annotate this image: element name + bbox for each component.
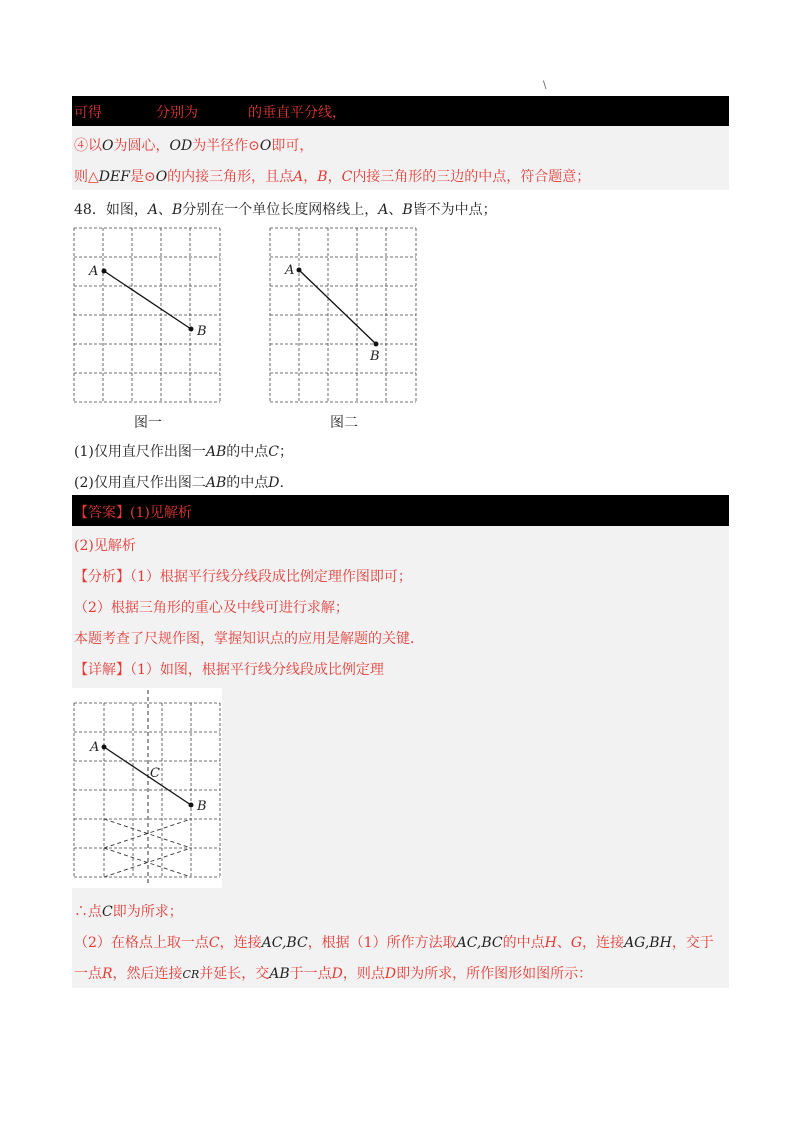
text: 内接三角形的三边的中点，符合题意； (352, 169, 591, 185)
label-B: B (197, 324, 207, 339)
label-B: B (370, 349, 380, 364)
text: 则△ (74, 169, 99, 185)
math-B: B (402, 202, 413, 218)
text: ； (278, 444, 293, 460)
math-C: C (102, 904, 113, 920)
text: 于一点 (289, 966, 332, 982)
text: (2)仅用直尺作出图二 (74, 475, 206, 491)
text: ，则点 (342, 966, 385, 982)
math-D: D (268, 475, 280, 491)
figure-2-caption: 图二 (330, 415, 358, 431)
answer-bar (72, 495, 729, 526)
point-A (102, 269, 107, 274)
text: 即为所求，所作图形如图所示： (396, 966, 593, 982)
point-B (189, 803, 194, 808)
math-C: C (208, 935, 220, 951)
math-ACBC: AC,BC (261, 935, 308, 951)
text: 、 (556, 935, 571, 951)
step4-line-1 (74, 135, 313, 155)
math-O: O (102, 138, 114, 154)
text: 的内接三角形，且点 (167, 169, 294, 185)
text: ∴点 (74, 904, 102, 920)
part2-line-2 (74, 963, 592, 983)
detail-1: 【详解】（1）如图，根据平行线分线段成比例定理 (74, 662, 384, 678)
label-C: C (150, 766, 160, 781)
math-H: H (544, 935, 557, 951)
answer-line-2: (2)见解析 (74, 538, 136, 554)
problem-statement (74, 199, 497, 219)
text: 皆不为中点； (412, 202, 497, 218)
text: ， (303, 169, 318, 185)
math-AB: AB (205, 444, 227, 460)
math-AB: AB (205, 475, 227, 491)
math-A: A (147, 202, 158, 218)
figure-1-grid (70, 224, 226, 406)
segment-AB (299, 270, 376, 344)
math-O: O (155, 169, 168, 185)
point-A (297, 268, 302, 273)
figure-2-grid (266, 224, 422, 406)
text: 为半径作⊙ (192, 138, 260, 154)
text: 的中点 (226, 475, 269, 491)
text: 的中点 (226, 444, 269, 460)
step4-line-2 (74, 166, 590, 186)
math-OD: OD (169, 138, 193, 154)
figure-1-caption: 图一 (134, 415, 162, 431)
label-A: A (285, 263, 295, 278)
segment-AB (104, 271, 191, 329)
math-DEF: DEF (98, 169, 130, 185)
text: 的中点 (502, 935, 545, 951)
math-ACBC: AC,BC (456, 935, 503, 951)
text: 分别在一个单位长度网格线上， (182, 202, 379, 218)
text: ，然后连接 (112, 966, 183, 982)
math-C: C (268, 444, 279, 460)
point-B (374, 342, 379, 347)
text: 并延长，交 (199, 966, 270, 982)
math-D: D (384, 966, 397, 982)
math-A: A (378, 202, 389, 218)
analysis-3: 本题考查了尺规作图，掌握知识点的应用是解题的关键． (74, 631, 424, 647)
question-2 (74, 472, 284, 492)
math-B: B (317, 169, 328, 185)
point-B (189, 327, 194, 332)
text: 、 (157, 202, 172, 218)
math-AB: AB (269, 966, 290, 982)
grid-lines (74, 228, 220, 402)
text: ，根据（1）所作方法取 (307, 935, 457, 951)
part2-line-1 (74, 932, 714, 952)
text: 为圆心， (113, 138, 170, 154)
text: 一点 (74, 966, 102, 982)
solution-figure (72, 688, 222, 888)
point-A (102, 745, 107, 750)
math-G: G (570, 935, 583, 951)
top-bar-word-2: 分别为 (156, 105, 198, 121)
grid-lines (74, 703, 220, 877)
grid-lines (270, 228, 416, 402)
text: ，交于 (671, 935, 714, 951)
text: 即可， (271, 138, 314, 154)
math-B: B (171, 202, 183, 218)
text: ，连接 (219, 935, 262, 951)
math-C: C (341, 169, 353, 185)
answer-bar-text: 【答案】(1)见解析 (74, 505, 192, 521)
top-bar-word-1: 可得 (74, 105, 102, 121)
label-A: A (89, 264, 99, 279)
question-1 (74, 441, 293, 461)
math-A: A (293, 169, 304, 185)
math-AGBH: AG,BH (624, 935, 672, 951)
text: 即为所求； (112, 904, 183, 920)
text: ， (327, 169, 342, 185)
label-B: B (197, 799, 207, 814)
math-CR: CR (182, 968, 200, 981)
text: 如图， (105, 202, 148, 218)
analysis-1: 【分析】（1）根据平行线分线段成比例定理作图即可； (74, 569, 412, 585)
problem-number: 48． (74, 202, 106, 218)
text: 是⊙ (129, 169, 156, 185)
text: 以 (88, 138, 102, 154)
text: 、 (388, 202, 403, 218)
analysis-2: （2）根据三角形的重心及中线可进行求解； (74, 600, 349, 616)
text: (1)仅用直尺作出图一 (74, 444, 206, 460)
math-D: D (331, 966, 343, 982)
math-O: O (259, 138, 272, 154)
top-bar-word-3: 的垂直平分线， (248, 105, 346, 121)
label-A: A (90, 740, 100, 755)
text: （2）在格点上取一点 (74, 935, 209, 951)
step-marker: ④ (74, 138, 88, 154)
text: ，连接 (582, 935, 625, 951)
page-mark: \ (543, 80, 547, 91)
math-R: R (102, 966, 113, 982)
text: . (279, 475, 284, 491)
top-bar (72, 96, 729, 126)
conclusion-line (74, 901, 183, 921)
